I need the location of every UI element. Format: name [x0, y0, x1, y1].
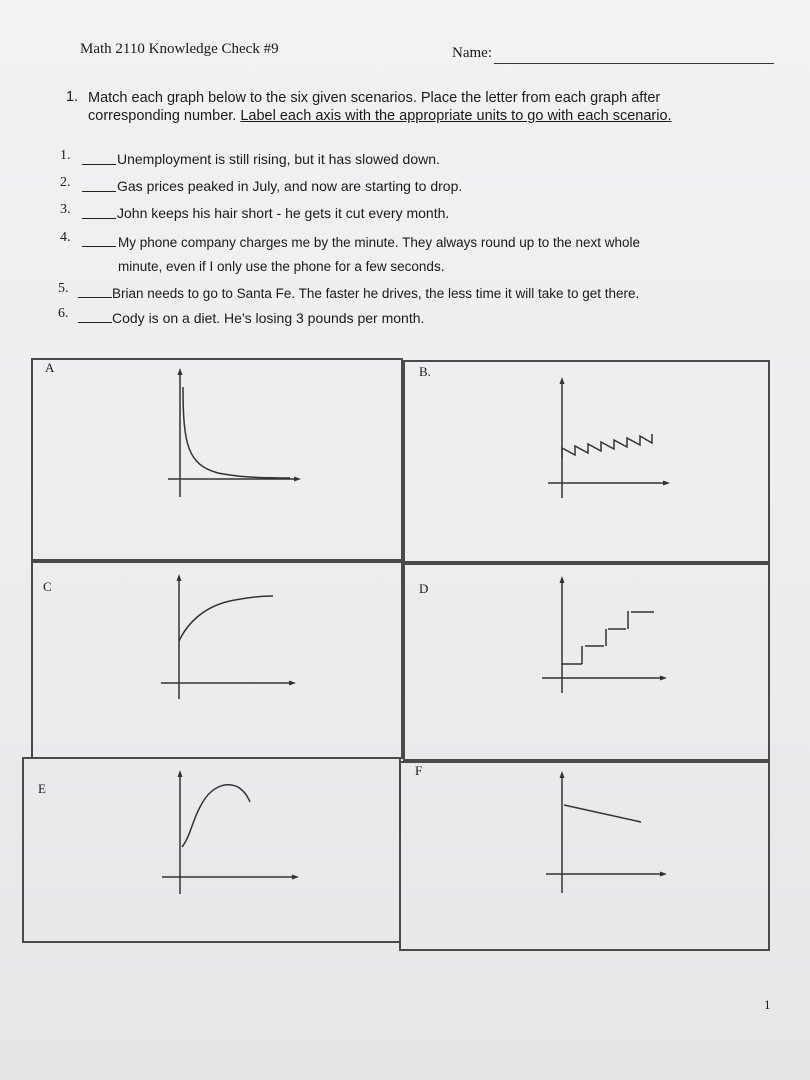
scenario-text: My phone company charges me by the minute. They always round up to the next whole [118, 235, 641, 250]
scenario-text: Cody is on a diet. He's losing 3 pounds per month. [112, 310, 425, 326]
graph-cell-e [22, 757, 401, 943]
graph-label: C [43, 579, 52, 594]
graph-cell-f [399, 761, 770, 951]
graph-grid [22, 343, 770, 951]
scenario-text-continued: minute, even if I only use the phone for a few seconds. [118, 259, 445, 274]
graph-f-linear-decrease [542, 768, 682, 898]
graph-label: E [38, 781, 46, 796]
page-number: 1 [764, 997, 771, 1012]
instructions-line-1: Match each graph below to the six given scenarios. Place the letter from each graph after [88, 90, 661, 106]
instructions-plain: corresponding number. [88, 108, 241, 124]
scenario-text: John keeps his hair short - he gets it cut every month. [117, 205, 450, 221]
graph-label: A [45, 360, 55, 375]
answer-blank[interactable] [82, 191, 116, 192]
scenario-text: Unemployment is still rising, but it has slowed down. [117, 151, 440, 167]
graph-a-hyperbola [158, 365, 308, 500]
answer-blank[interactable] [82, 246, 116, 247]
graph-c-increasing-slowing [155, 569, 305, 699]
name-label: Name: [452, 45, 492, 61]
graph-cell-a [31, 358, 403, 561]
item-number: 3. [60, 202, 71, 217]
answer-blank[interactable] [78, 322, 112, 323]
scenario-text: Brian needs to go to Santa Fe. The faster he drives, the less time it will take to get there. [112, 286, 640, 301]
graph-cell-c [31, 561, 403, 759]
graph-e-rise-and-fall [160, 767, 310, 897]
question-instructions [88, 89, 728, 125]
item-number: 4. [60, 230, 71, 245]
item-number: 5. [58, 281, 69, 296]
item-number: 1. [60, 148, 71, 163]
answer-blank[interactable] [82, 164, 116, 165]
graph-cell-b [403, 360, 770, 563]
instructions-underlined: Label each axis with the appropriate units to go with each scenario. [240, 108, 672, 124]
graph-cell-d [403, 563, 770, 761]
graph-b-sawtooth [540, 368, 680, 503]
name-blank-line [494, 63, 774, 64]
instructions-line-2 [88, 107, 728, 125]
graph-d-step-function [540, 569, 680, 699]
item-number: 2. [60, 175, 71, 190]
worksheet-title: Math 2110 Knowledge Check #9 [80, 41, 279, 57]
graph-label: D [419, 581, 429, 596]
graph-label: B. [419, 364, 431, 379]
question-number: 1. [66, 89, 79, 105]
item-number: 6. [58, 306, 69, 321]
answer-blank[interactable] [82, 218, 116, 219]
graph-label: F [415, 763, 423, 778]
scenario-text: Gas prices peaked in July, and now are starting to drop. [117, 178, 463, 194]
answer-blank[interactable] [78, 297, 112, 298]
